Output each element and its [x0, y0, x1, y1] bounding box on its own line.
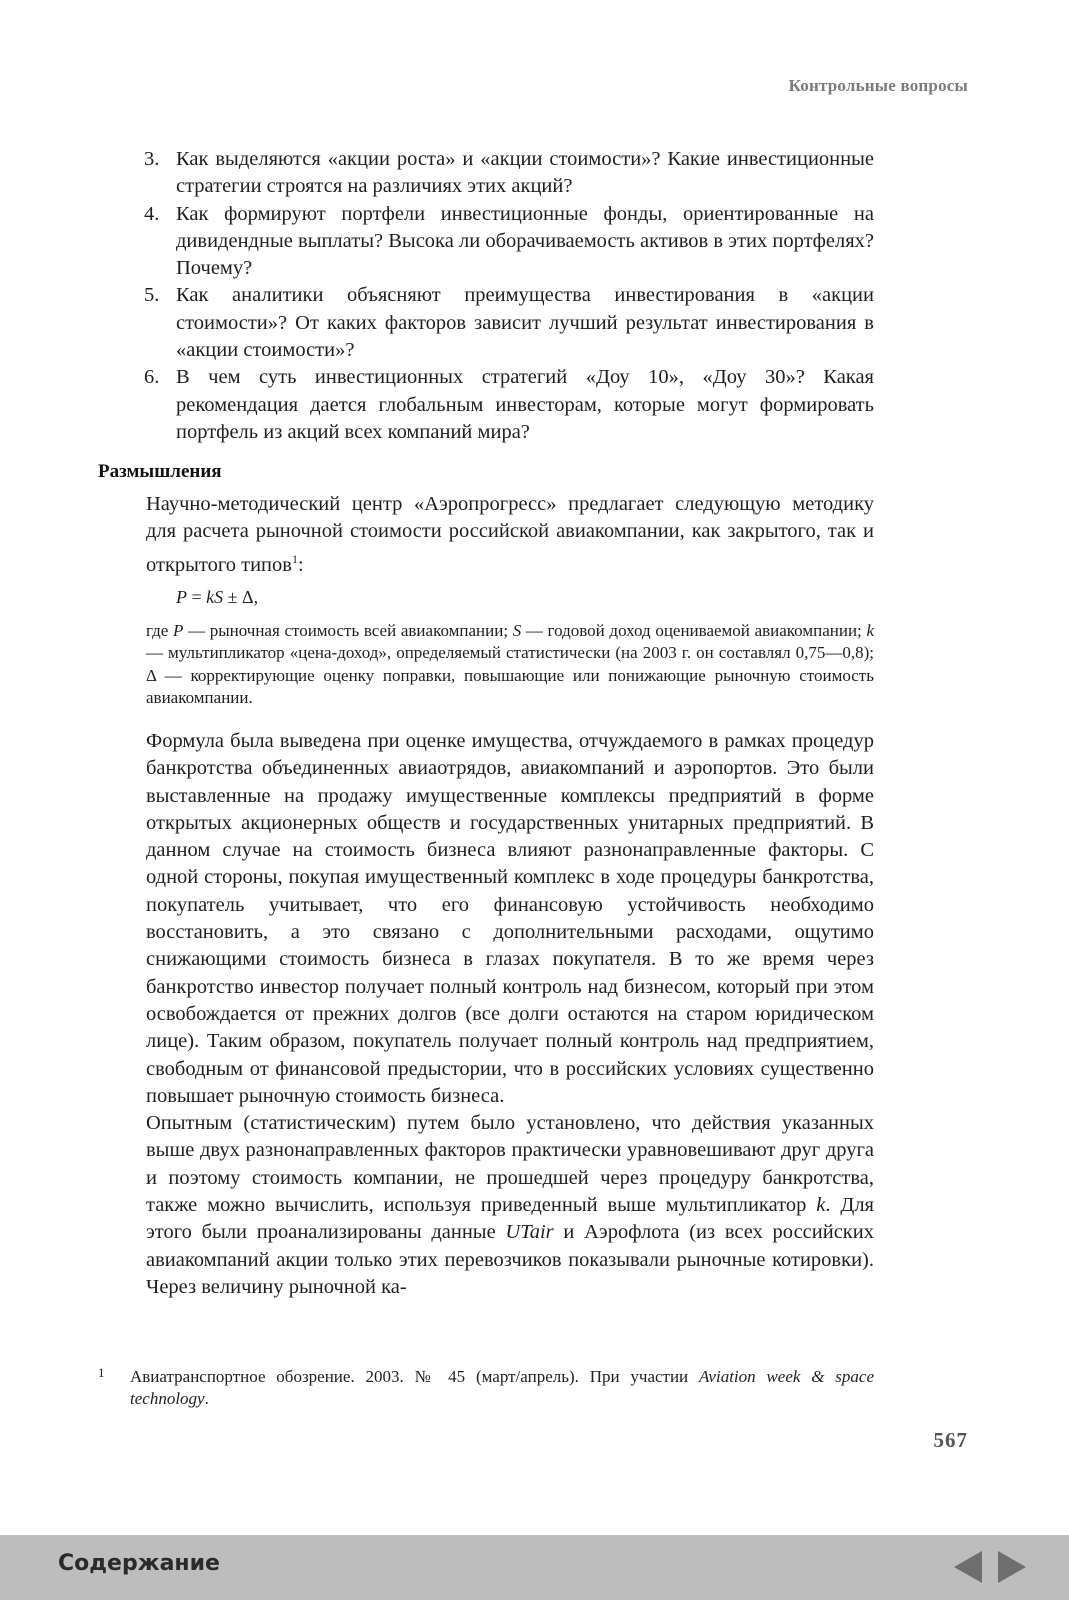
legend-text: — мультипликатор «цена-доход», определяемый статистически (на 2003 г. он составлял 0,75—0,8); Δ — корректирующие оценку поправки, повышающие или понижающие рыночную стоимость авиакомпании. — [146, 643, 874, 707]
body-paragraph: Формула была выведена при оценке имущества, отчуждаемого в рамках процедур банкротства объединенных авиаотрядов, авиакомпаний и аэропортов. Это были выставленные на продажу имущественные комплексы предприятий в форме открытых акционерных обществ и государственных унитарных предприятий. В данном случае на стоимость бизнеса влияют разнонаправленные факторы. С одной стороны, покупая имущественный комплекс в ходе процедуры банкротства, покупатель учитывает, что его финансовую устойчивость необходимо восстановить, а это связано с дополнительными расходами, ощутимо снижающими стоимость бизнеса в глазах покупателя. В то же время через банкротство инвестор получает полный контроль над бизнесом, который при этом освобождается от прежних долгов (все долги остаются на старом юридическом лице). Таким образом, покупатель получает полный контроль над предприятием, свободным от финансовой предыстории, что в российских условиях существенно повышает рыночную стоимость бизнеса. — [146, 730, 874, 1107]
footnote-text-span: . — [204, 1389, 209, 1408]
question-list — [144, 146, 874, 446]
question-item — [144, 282, 874, 364]
footnote-mark: 1 — [98, 1365, 105, 1380]
triangle-right-icon — [996, 1549, 1028, 1585]
toc-link[interactable]: Содержание — [58, 1551, 220, 1576]
prev-page-button[interactable] — [952, 1549, 984, 1585]
legend-var-k: k — [866, 621, 874, 640]
intro-tail: : — [297, 553, 304, 576]
question-text: Как выделяются «акции роста» и «акции стоимости»? Какие инвестиционные стратегии строятся на различиях этих акций? — [176, 148, 874, 198]
legend-text: — годовой доход оцениваемой авиакомпании; — [521, 621, 867, 640]
next-page-button[interactable] — [996, 1549, 1028, 1585]
formula-p: P — [176, 587, 187, 607]
legend-var-s: S — [512, 621, 522, 640]
footnote-text — [130, 1366, 874, 1410]
body-utair: UTair — [505, 1221, 554, 1244]
bottom-nav-bar — [0, 1535, 1069, 1600]
question-text: Как аналитики объясняют преимущества инвестирования в «акции стоимости»? От каких факторов зависит лучший результат инвестирования в «акции стоимости»? — [176, 284, 874, 362]
body-text-span: Опытным (статистическим) путем было установлено, что действия указанных выше двух разнонаправленных факторов практически уравновешивают друг друга и поэтому стоимость компании, не прошедшей через процедуру банкротства, также можно вычислить, используя приведенный выше мультипликатор — [146, 1112, 874, 1217]
question-number: 6. — [144, 366, 160, 389]
question-number: 5. — [144, 284, 160, 307]
question-item — [144, 146, 874, 201]
formula-legend — [146, 620, 874, 709]
question-text: Как формируют портфели инвестиционные фонды, ориентированные на дивидендные выплаты? Высока ли оборачиваемость активов в этих портфелях? Почему? — [176, 202, 874, 280]
question-item — [144, 201, 874, 283]
triangle-left-icon — [952, 1549, 984, 1585]
question-number: 3. — [144, 148, 160, 170]
formula — [176, 587, 258, 608]
body-paragraph — [146, 1110, 874, 1301]
footnote-text-span: Авиатранспортное обозрение. 2003. № 45 (март/апрель). При участии — [130, 1367, 699, 1386]
running-head: Контрольные вопросы — [788, 76, 968, 95]
formula-eq: = — [187, 587, 207, 607]
body-text-span: . Для этого были проанализированы данные — [146, 1194, 874, 1244]
intro-paragraph — [146, 491, 874, 579]
legend-text: где — [146, 621, 173, 640]
formula-s: S — [214, 587, 224, 607]
body-text — [146, 728, 874, 1301]
section-heading: Размышления — [98, 461, 222, 482]
legend-text: — рыночная стоимость всей авиакомпании; — [183, 621, 513, 640]
page-number: 567 — [933, 1428, 968, 1452]
formula-k: k — [206, 587, 215, 607]
legend-var-p: P — [172, 621, 184, 640]
footnote-ref: 1 — [291, 551, 298, 566]
footnote-italic: Aviation week & space technology — [130, 1367, 874, 1408]
footnote — [98, 1366, 874, 1410]
question-item — [144, 364, 874, 446]
intro-text: Научно-методический центр «Аэропрогресс» предлагает следующую методику для расчета рыночной стоимости российской авиакомпании, как закрытого, так и открытого типов — [146, 493, 874, 576]
question-number: 4. — [144, 202, 160, 225]
question-text: В чем суть инвестиционных стратегий «Доу 10», «Доу 30»? Какая рекомендация дается глобальным инвесторам, которые могут формировать портфель из акций всех компаний мира? — [176, 366, 874, 443]
body-var-k: k — [816, 1194, 826, 1217]
body-text-span: и Аэрофлота (из всех российских авиакомпаний акции только этих перевозчиков показывали рыночные котировки). Через величину рыночной ка- — [146, 1221, 874, 1298]
formula-rest: ± Δ, — [223, 587, 259, 607]
